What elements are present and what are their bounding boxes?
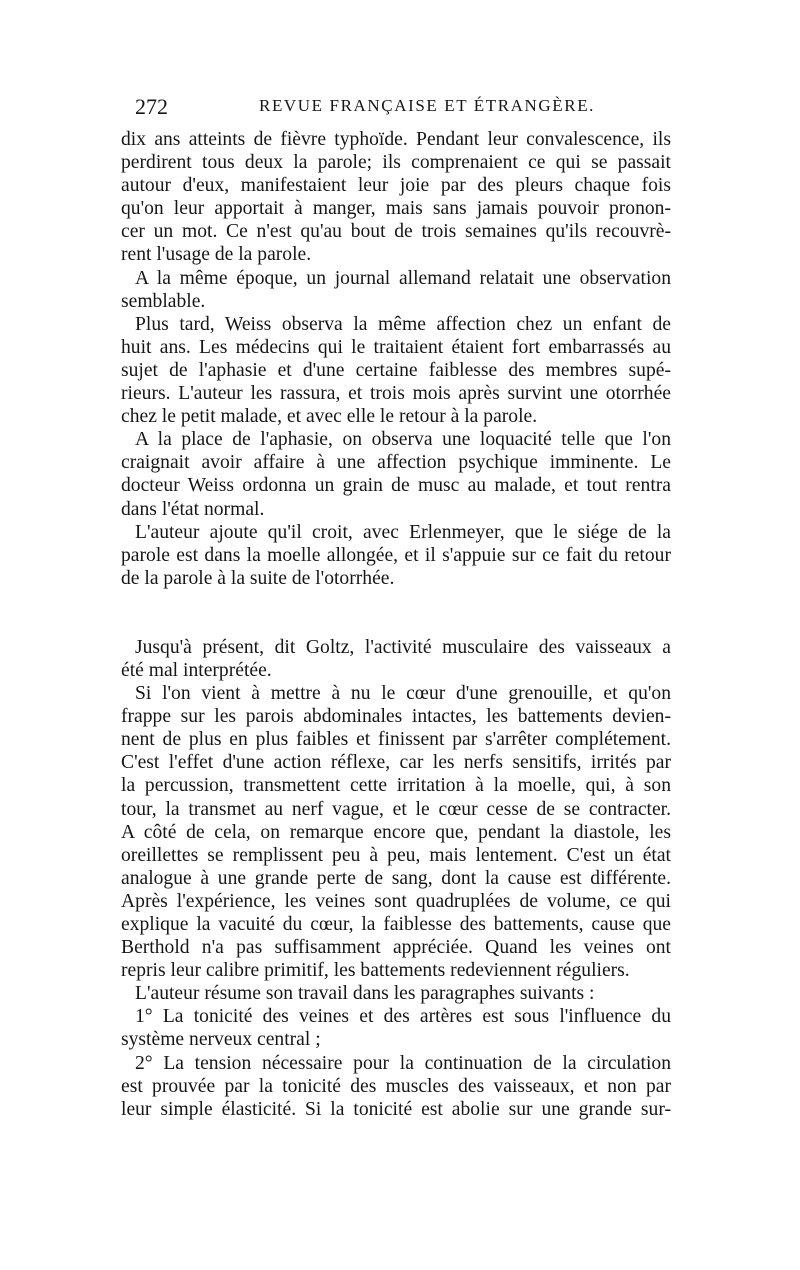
text-line: rieurs. L'auteur les rassura, et trois mois après survint une otorrhée	[121, 383, 671, 405]
text-line: semblable.	[121, 290, 206, 312]
text-line: L'auteur ajoute qu'il croit, avec Erlenmeyer, que le siége de la	[135, 521, 671, 543]
text-line: explique la vacuité du cœur, la faiblesse des battements, cause que	[121, 914, 671, 935]
text-line: Berthold n'a pas suffisamment appréciée. Quand les veines ont	[121, 937, 671, 959]
body-text	[121, 128, 671, 1121]
text-line: A la place de l'aphasie, on observa une loquacité telle que l'on	[135, 429, 671, 451]
text-line: rent l'usage de la parole.	[121, 244, 312, 266]
text-line: leur simple élasticité. Si la tonicité est abolie sur une grande sur-	[121, 1098, 671, 1120]
text-line: Jusqu'à présent, dit Goltz, l'activité musculaire des vaisseaux a	[135, 636, 671, 658]
text-line: nent de plus en plus faibles et finissent par s'arrêter complétement.	[121, 729, 671, 751]
text-line: A la même époque, un journal allemand relatait une observation	[135, 267, 671, 289]
text-line: C'est l'effet d'une action réflexe, car les nerfs sensitifs, irrités par	[121, 752, 671, 774]
text-line: cer un mot. Ce n'est qu'au bout de trois semaines qu'ils recouvrè-	[121, 221, 671, 243]
text-line: qu'on leur apportait à manger, mais sans jamais pouvoir pronon-	[121, 198, 671, 220]
text-line: dix ans atteints de fièvre typhoïde. Pendant leur convalescence, ils	[121, 129, 671, 150]
text-line: huit ans. Les médecins qui le traitaient étaient fort embarrassés au	[121, 336, 671, 358]
text-line: été mal interprétée.	[121, 659, 272, 681]
text-line: analogue à une grande perte de sang, dont la cause est différente.	[121, 867, 671, 889]
text-line: docteur Weiss ordonna un grain de musc au malade, et tout rentra	[121, 475, 671, 497]
text-line: est prouvée par la tonicité des muscles des vaisseaux, et non par	[121, 1075, 671, 1097]
text-line: oreillettes se remplissent peu à peu, mais lentement. C'est un état	[121, 844, 671, 866]
text-line: la percussion, transmettent cette irritation à la moelle, qui, à son	[121, 775, 671, 797]
running-title: REVUE FRANÇAISE ET ÉTRANGÈRE.	[259, 96, 596, 115]
text-line: 2° La tension nécessaire pour la continuation de la circulation	[135, 1052, 671, 1074]
text-line: de la parole à la suite de l'otorrhée.	[121, 567, 395, 589]
text-line: Si l'on vient à mettre à nu le cœur d'une grenouille, et qu'on	[135, 683, 671, 705]
section-break	[121, 590, 671, 636]
text-line: Plus tard, Weiss observa la même affection chez un enfant de	[135, 313, 671, 335]
text-line: dans l'état normal.	[121, 498, 265, 520]
text-line: Après l'expérience, les veines sont quadruplées de volume, ce qui	[121, 890, 671, 912]
page-header	[135, 94, 670, 124]
text-line: parole est dans la moelle allongée, et il s'appuie sur ce fait du retour	[121, 544, 671, 566]
text-line: autour d'eux, manifestaient leur joie par des pleurs chaque fois	[121, 175, 671, 197]
text-line: perdirent tous deux la parole; ils comprenaient ce qui se passait	[121, 152, 671, 174]
text-line: craignait avoir affaire à une affection psychique imminente. Le	[121, 452, 671, 474]
text-line: tour, la transmet au nerf vague, et le cœur cesse de se contracter.	[121, 798, 671, 820]
text-line: système nerveux central ;	[121, 1029, 321, 1051]
text-line: frappe sur les parois abdominales intactes, les battements devien-	[121, 706, 671, 728]
text-line: 1° La tonicité des veines et des artères est sous l'influence du	[135, 1006, 671, 1028]
page-number: 272	[135, 94, 168, 119]
text-line: L'auteur résume son travail dans les paragraphes suivants :	[135, 983, 595, 1005]
text-line: chez le petit malade, et avec elle le retour à la parole.	[121, 406, 538, 428]
text-line: repris leur calibre primitif, les battements redeviennent réguliers.	[121, 960, 630, 982]
text-line: A côté de cela, on remarque encore que, pendant la diastole, les	[121, 821, 671, 843]
text-line: sujet de l'aphasie et d'une certaine faiblesse des membres supé-	[121, 359, 671, 381]
